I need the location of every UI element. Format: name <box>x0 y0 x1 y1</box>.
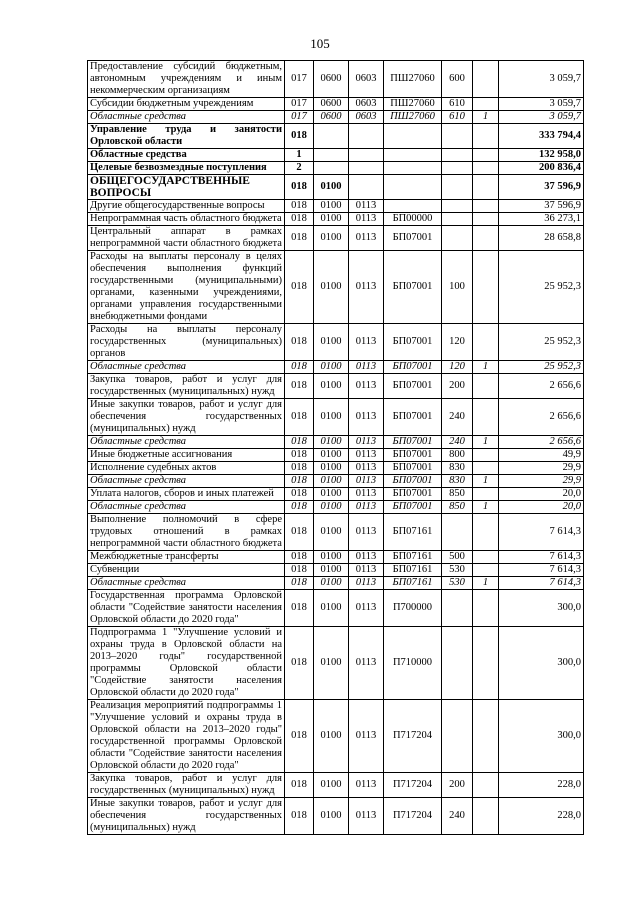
cell-grbs: 018 <box>285 577 314 590</box>
page-number: 105 <box>310 36 330 51</box>
cell-name: ОБЩЕГОСУДАРСТВЕННЫЕ ВОПРОСЫ <box>88 175 285 200</box>
cell-grbs: 018 <box>285 488 314 501</box>
cell-pr: 0113 <box>349 564 384 577</box>
cell-pr <box>349 149 384 162</box>
cell-csr: ПШ27060 <box>384 98 442 111</box>
cell-grbs: 018 <box>285 436 314 449</box>
cell-src: 1 <box>473 501 499 514</box>
cell-pr: 0113 <box>349 251 384 324</box>
cell-grbs: 018 <box>285 462 314 475</box>
cell-grbs: 018 <box>285 590 314 627</box>
cell-src <box>473 700 499 773</box>
table-row <box>88 361 584 374</box>
cell-name: Центральный аппарат в рамках непрограммной части областного бюджета <box>88 226 285 251</box>
cell-rz: 0600 <box>314 61 349 98</box>
cell-csr: П717204 <box>384 700 442 773</box>
table-row <box>88 798 584 835</box>
cell-pr: 0603 <box>349 111 384 124</box>
cell-src <box>473 449 499 462</box>
cell-vr: 800 <box>442 449 473 462</box>
cell-amount: 36 273,1 <box>499 213 584 226</box>
cell-grbs: 017 <box>285 111 314 124</box>
cell-name: Иные бюджетные ассигнования <box>88 449 285 462</box>
cell-csr: БП07001 <box>384 488 442 501</box>
cell-csr: БП07161 <box>384 551 442 564</box>
table-row <box>88 475 584 488</box>
table-row <box>88 61 584 98</box>
table-row <box>88 627 584 700</box>
cell-pr: 0113 <box>349 627 384 700</box>
cell-grbs: 018 <box>285 564 314 577</box>
cell-pr: 0113 <box>349 700 384 773</box>
budget-table <box>87 60 584 835</box>
cell-grbs: 018 <box>285 399 314 436</box>
table-row <box>88 551 584 564</box>
cell-rz: 0100 <box>314 200 349 213</box>
cell-pr: 0113 <box>349 577 384 590</box>
cell-vr <box>442 514 473 551</box>
cell-name: Государственная программа Орловской области "Содействие занятости населения Орловской области до 2020 года" <box>88 590 285 627</box>
cell-amount: 300,0 <box>499 627 584 700</box>
cell-src <box>473 551 499 564</box>
cell-amount: 25 952,3 <box>499 251 584 324</box>
cell-vr: 240 <box>442 399 473 436</box>
cell-grbs: 018 <box>285 551 314 564</box>
cell-csr: БП07001 <box>384 324 442 361</box>
table-row <box>88 162 584 175</box>
cell-grbs: 018 <box>285 627 314 700</box>
table-row <box>88 149 584 162</box>
cell-pr: 0113 <box>349 501 384 514</box>
cell-csr: П717204 <box>384 798 442 835</box>
cell-name: Иные закупки товаров, работ и услуг для обеспечения государственных (муниципальных) нужд <box>88 798 285 835</box>
cell-pr: 0113 <box>349 798 384 835</box>
cell-rz: 0100 <box>314 551 349 564</box>
cell-rz: 0100 <box>314 251 349 324</box>
cell-src: 1 <box>473 577 499 590</box>
table-row <box>88 200 584 213</box>
cell-grbs: 018 <box>285 501 314 514</box>
cell-rz: 0100 <box>314 488 349 501</box>
cell-pr <box>349 124 384 149</box>
cell-rz: 0600 <box>314 98 349 111</box>
cell-src <box>473 399 499 436</box>
cell-amount: 2 656,6 <box>499 436 584 449</box>
cell-src <box>473 124 499 149</box>
cell-vr: 200 <box>442 374 473 399</box>
cell-name: Областные средства <box>88 361 285 374</box>
cell-vr: 850 <box>442 488 473 501</box>
cell-csr: ПШ27060 <box>384 61 442 98</box>
cell-vr <box>442 162 473 175</box>
cell-csr: БП07001 <box>384 361 442 374</box>
cell-grbs: 018 <box>285 213 314 226</box>
cell-src <box>473 590 499 627</box>
cell-src <box>473 175 499 200</box>
cell-name: Областные средства <box>88 501 285 514</box>
cell-rz: 0100 <box>314 462 349 475</box>
cell-rz: 0100 <box>314 590 349 627</box>
cell-vr: 830 <box>442 475 473 488</box>
cell-vr <box>442 226 473 251</box>
cell-amount: 228,0 <box>499 798 584 835</box>
table-row <box>88 462 584 475</box>
cell-src <box>473 251 499 324</box>
cell-rz: 0100 <box>314 324 349 361</box>
cell-src <box>473 98 499 111</box>
cell-vr <box>442 124 473 149</box>
cell-grbs: 2 <box>285 162 314 175</box>
cell-src <box>473 462 499 475</box>
cell-pr: 0113 <box>349 488 384 501</box>
table-row <box>88 501 584 514</box>
cell-grbs: 018 <box>285 226 314 251</box>
cell-grbs: 018 <box>285 251 314 324</box>
cell-vr: 530 <box>442 564 473 577</box>
table-row <box>88 577 584 590</box>
cell-pr: 0113 <box>349 590 384 627</box>
cell-grbs: 018 <box>285 773 314 798</box>
cell-grbs: 017 <box>285 61 314 98</box>
cell-csr <box>384 200 442 213</box>
cell-src: 1 <box>473 475 499 488</box>
table-row <box>88 98 584 111</box>
cell-name: Областные средства <box>88 149 285 162</box>
cell-csr: БП07001 <box>384 226 442 251</box>
cell-amount: 28 658,8 <box>499 226 584 251</box>
cell-name: Расходы на выплаты персоналу в целях обеспечения выполнения функций государственными (муниципальными) органами, казенными учреждениями, органами управления государственными внебюджетными фондами <box>88 251 285 324</box>
cell-pr: 0113 <box>349 436 384 449</box>
cell-name: Предоставление субсидий бюджетным, автономным учреждениям и иным некоммерческим организациям <box>88 61 285 98</box>
cell-amount: 7 614,3 <box>499 551 584 564</box>
cell-csr: БП07001 <box>384 462 442 475</box>
cell-name: Иные закупки товаров, работ и услуг для обеспечения государственных (муниципальных) нужд <box>88 399 285 436</box>
cell-name: Целевые безвозмездные поступления <box>88 162 285 175</box>
cell-name: Закупка товаров, работ и услуг для государственных (муниципальных) нужд <box>88 374 285 399</box>
cell-name: Непрограммная часть областного бюджета <box>88 213 285 226</box>
cell-rz: 0100 <box>314 374 349 399</box>
cell-vr <box>442 590 473 627</box>
cell-src: 1 <box>473 111 499 124</box>
cell-src <box>473 213 499 226</box>
cell-csr: П700000 <box>384 590 442 627</box>
cell-csr: БП07161 <box>384 577 442 590</box>
table-row <box>88 374 584 399</box>
cell-rz: 0100 <box>314 213 349 226</box>
cell-rz: 0100 <box>314 226 349 251</box>
cell-rz: 0100 <box>314 501 349 514</box>
cell-amount: 2 656,6 <box>499 374 584 399</box>
cell-csr: ПШ27060 <box>384 111 442 124</box>
cell-vr: 240 <box>442 798 473 835</box>
cell-grbs: 018 <box>285 700 314 773</box>
cell-name: Субвенции <box>88 564 285 577</box>
cell-src <box>473 773 499 798</box>
cell-csr: БП07001 <box>384 399 442 436</box>
cell-vr <box>442 627 473 700</box>
cell-name: Расходы на выплаты персоналу государственных (муниципальных) органов <box>88 324 285 361</box>
cell-rz: 0600 <box>314 111 349 124</box>
cell-pr: 0113 <box>349 475 384 488</box>
cell-grbs: 018 <box>285 449 314 462</box>
cell-amount: 7 614,3 <box>499 564 584 577</box>
cell-src <box>473 488 499 501</box>
cell-amount: 300,0 <box>499 700 584 773</box>
cell-name: Уплата налогов, сборов и иных платежей <box>88 488 285 501</box>
cell-amount: 37 596,9 <box>499 175 584 200</box>
cell-src: 1 <box>473 361 499 374</box>
cell-src <box>473 162 499 175</box>
table-row <box>88 514 584 551</box>
cell-grbs: 018 <box>285 124 314 149</box>
cell-csr: БП07001 <box>384 251 442 324</box>
cell-name: Субсидии бюджетным учреждениям <box>88 98 285 111</box>
cell-grbs: 018 <box>285 514 314 551</box>
cell-csr <box>384 175 442 200</box>
cell-vr: 610 <box>442 98 473 111</box>
cell-pr: 0113 <box>349 449 384 462</box>
cell-pr: 0113 <box>349 226 384 251</box>
cell-pr: 0113 <box>349 200 384 213</box>
cell-vr: 120 <box>442 324 473 361</box>
cell-csr: БП07001 <box>384 501 442 514</box>
cell-rz: 0100 <box>314 773 349 798</box>
cell-amount: 3 059,7 <box>499 111 584 124</box>
cell-vr: 120 <box>442 361 473 374</box>
cell-rz: 0100 <box>314 514 349 551</box>
cell-pr: 0113 <box>349 361 384 374</box>
cell-amount: 333 794,4 <box>499 124 584 149</box>
cell-csr: БП00000 <box>384 213 442 226</box>
table-row <box>88 226 584 251</box>
cell-vr: 600 <box>442 61 473 98</box>
cell-name: Исполнение судебных актов <box>88 462 285 475</box>
cell-name: Другие общегосударственные вопросы <box>88 200 285 213</box>
cell-amount: 7 614,3 <box>499 577 584 590</box>
cell-name: Реализация мероприятий подпрограммы 1 "Улучшение условий и охраны труда в Орловской области на 2013–2020 годы" государственной программы Орловской области "Содействие занятости населения Орловской области до 2020 года" <box>88 700 285 773</box>
cell-rz <box>314 124 349 149</box>
table-row <box>88 124 584 149</box>
cell-pr <box>349 162 384 175</box>
cell-vr: 200 <box>442 773 473 798</box>
cell-pr: 0113 <box>349 374 384 399</box>
cell-amount: 2 656,6 <box>499 399 584 436</box>
cell-src <box>473 324 499 361</box>
cell-name: Областные средства <box>88 577 285 590</box>
cell-src <box>473 564 499 577</box>
cell-csr: БП07161 <box>384 514 442 551</box>
cell-name: Областные средства <box>88 475 285 488</box>
cell-amount: 29,9 <box>499 462 584 475</box>
table-row <box>88 590 584 627</box>
cell-grbs: 018 <box>285 361 314 374</box>
cell-grbs: 018 <box>285 324 314 361</box>
cell-pr: 0113 <box>349 324 384 361</box>
cell-rz: 0100 <box>314 627 349 700</box>
cell-pr: 0113 <box>349 462 384 475</box>
cell-grbs: 017 <box>285 98 314 111</box>
cell-amount: 3 059,7 <box>499 61 584 98</box>
cell-rz: 0100 <box>314 577 349 590</box>
cell-grbs: 018 <box>285 475 314 488</box>
cell-name: Областные средства <box>88 111 285 124</box>
cell-rz: 0100 <box>314 449 349 462</box>
cell-vr: 530 <box>442 577 473 590</box>
table-row <box>88 564 584 577</box>
cell-vr: 830 <box>442 462 473 475</box>
table-row <box>88 213 584 226</box>
cell-amount: 49,9 <box>499 449 584 462</box>
cell-vr <box>442 700 473 773</box>
cell-csr <box>384 162 442 175</box>
cell-amount: 200 836,4 <box>499 162 584 175</box>
cell-src <box>473 61 499 98</box>
cell-pr: 0113 <box>349 213 384 226</box>
cell-pr: 0113 <box>349 514 384 551</box>
cell-amount: 300,0 <box>499 590 584 627</box>
cell-rz: 0100 <box>314 175 349 200</box>
cell-vr: 500 <box>442 551 473 564</box>
table-row <box>88 324 584 361</box>
cell-csr: П717204 <box>384 773 442 798</box>
cell-grbs: 018 <box>285 798 314 835</box>
cell-name: Подпрограмма 1 "Улучшение условий и охраны труда в Орловской области на 2013–2020 годы" государственной программы Орловской области "Содействие занятости населения Орловской области до 2020 года" <box>88 627 285 700</box>
cell-rz: 0100 <box>314 361 349 374</box>
cell-grbs: 1 <box>285 149 314 162</box>
cell-pr: 0603 <box>349 61 384 98</box>
table-row <box>88 399 584 436</box>
cell-vr <box>442 200 473 213</box>
cell-amount: 7 614,3 <box>499 514 584 551</box>
cell-amount: 228,0 <box>499 773 584 798</box>
cell-name: Межбюджетные трансферты <box>88 551 285 564</box>
cell-csr: БП07161 <box>384 564 442 577</box>
cell-vr <box>442 175 473 200</box>
cell-src <box>473 798 499 835</box>
table-row <box>88 175 584 200</box>
cell-amount: 20,0 <box>499 501 584 514</box>
cell-amount: 25 952,3 <box>499 361 584 374</box>
cell-name: Закупка товаров, работ и услуг для государственных (муниципальных) нужд <box>88 773 285 798</box>
cell-vr: 100 <box>442 251 473 324</box>
cell-pr: 0603 <box>349 98 384 111</box>
cell-vr: 610 <box>442 111 473 124</box>
cell-src <box>473 627 499 700</box>
cell-rz <box>314 162 349 175</box>
table-row <box>88 251 584 324</box>
cell-name: Выполнение полномочий в сфере трудовых отношений в рамках непрограммной части областного бюджета <box>88 514 285 551</box>
cell-vr <box>442 213 473 226</box>
table-row <box>88 773 584 798</box>
cell-rz: 0100 <box>314 564 349 577</box>
cell-csr: П710000 <box>384 627 442 700</box>
cell-pr: 0113 <box>349 399 384 436</box>
table-row <box>88 449 584 462</box>
cell-rz: 0100 <box>314 399 349 436</box>
cell-src <box>473 149 499 162</box>
cell-amount: 3 059,7 <box>499 98 584 111</box>
table-row <box>88 111 584 124</box>
cell-src <box>473 200 499 213</box>
cell-amount: 20,0 <box>499 488 584 501</box>
cell-grbs: 018 <box>285 200 314 213</box>
cell-csr: БП07001 <box>384 374 442 399</box>
cell-vr: 240 <box>442 436 473 449</box>
cell-src: 1 <box>473 436 499 449</box>
cell-vr: 850 <box>442 501 473 514</box>
cell-rz <box>314 149 349 162</box>
cell-src <box>473 514 499 551</box>
cell-amount: 132 958,0 <box>499 149 584 162</box>
cell-csr: БП07001 <box>384 475 442 488</box>
cell-csr <box>384 124 442 149</box>
cell-csr: БП07001 <box>384 449 442 462</box>
cell-csr: БП07001 <box>384 436 442 449</box>
cell-amount: 37 596,9 <box>499 200 584 213</box>
table-row <box>88 700 584 773</box>
cell-pr <box>349 175 384 200</box>
cell-grbs: 018 <box>285 374 314 399</box>
cell-src <box>473 374 499 399</box>
cell-name: Областные средства <box>88 436 285 449</box>
cell-grbs: 018 <box>285 175 314 200</box>
cell-vr <box>442 149 473 162</box>
cell-name: Управление труда и занятости Орловской области <box>88 124 285 149</box>
cell-rz: 0100 <box>314 436 349 449</box>
cell-amount: 25 952,3 <box>499 324 584 361</box>
table-row <box>88 436 584 449</box>
cell-rz: 0100 <box>314 475 349 488</box>
cell-pr: 0113 <box>349 551 384 564</box>
cell-src <box>473 226 499 251</box>
cell-rz: 0100 <box>314 798 349 835</box>
cell-csr <box>384 149 442 162</box>
cell-amount: 29,9 <box>499 475 584 488</box>
cell-pr: 0113 <box>349 773 384 798</box>
cell-rz: 0100 <box>314 700 349 773</box>
table-row <box>88 488 584 501</box>
